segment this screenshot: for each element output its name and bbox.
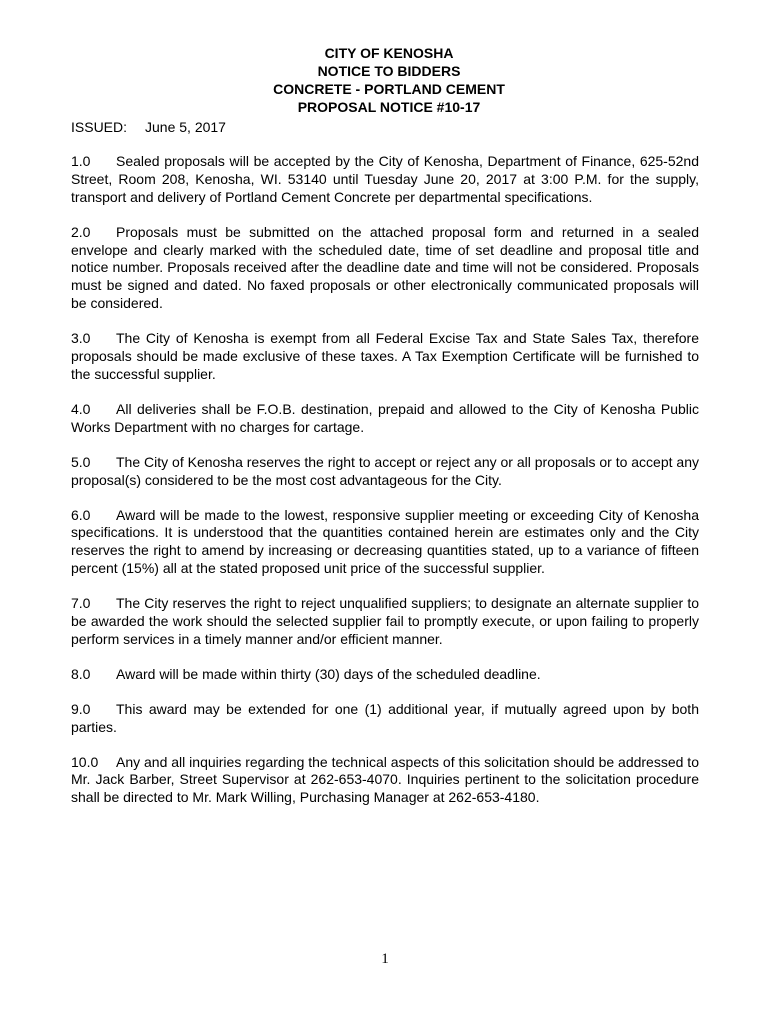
paragraph-text: Proposals must be submitted on the attached proposal form and returned in a sealed envelope and clearly marked with the scheduled date, time of set deadline and proposal title and notice number. Proposals received after the deadline date and time will not be considered. Proposals must be signed and dated. No faxed proposals or other electronically communicated proposals will be considered. bbox=[71, 223, 699, 312]
paragraph-number: 9.0 bbox=[71, 700, 91, 717]
paragraph-text: The City reserves the right to reject unqualified suppliers; to designate an alternate supplier to be awarded the work should the selected supplier fail to promptly execute, or upon failing to properly perform services in a timely manner and/or efficient manner. bbox=[71, 595, 699, 647]
paragraph-number: 5.0 bbox=[71, 453, 91, 470]
paragraph-8 bbox=[71, 666, 699, 684]
paragraph-text: This award may be extended for one (1) additional year, if mutually agreed upon by both parties. bbox=[71, 700, 699, 735]
paragraph-text: The City of Kenosha reserves the right to accept or reject any or all proposals or to accept any proposal(s) considered to be the most cost advantageous for the City. bbox=[71, 453, 699, 488]
paragraph-9 bbox=[71, 701, 699, 737]
issued-label: ISSUED: bbox=[71, 119, 128, 135]
paragraph-7 bbox=[71, 595, 699, 649]
paragraph-number: 3.0 bbox=[71, 330, 91, 347]
paragraph-4 bbox=[71, 401, 699, 437]
paragraph-text: Award will be made to the lowest, responsive supplier meeting or exceeding City of Kenosha specifications. It is understood that the quantities contained herein are estimates only and the City reserves the right to amend by increasing or decreasing quantities stated, up to a variance of fifteen percent (15%) all at the stated proposed unit price of the successful supplier. bbox=[71, 506, 699, 577]
paragraph-10 bbox=[71, 754, 699, 808]
header-city: CITY OF KENOSHA bbox=[324, 45, 454, 61]
issued-line bbox=[71, 119, 699, 137]
paragraph-text: All deliveries shall be F.O.B. destination, prepaid and allowed to the City of Kenosha Public Works Department with no charges for cartage. bbox=[71, 400, 699, 435]
paragraph-text: Any and all inquiries regarding the technical aspects of this solicitation should be addressed to Mr. Jack Barber, Street Supervisor at 262-653-4070. Inquiries pertinent to the solicitation procedure shall be directed to Mr. Mark Willing, Purchasing Manager at 262-653-4180. bbox=[71, 753, 699, 806]
paragraph-text: The City of Kenosha is exempt from all Federal Excise Tax and State Sales Tax, therefore proposals should be made exclusive of these taxes. A Tax Exemption Certificate will be furnished to the successful supplier. bbox=[71, 330, 699, 382]
header-notice-title: NOTICE TO BIDDERS bbox=[317, 63, 461, 79]
header-subject: CONCRETE - PORTLAND CEMENT bbox=[273, 81, 505, 97]
issued-date: June 5, 2017 bbox=[145, 119, 226, 135]
paragraph-text: Sealed proposals will be accepted by the City of Kenosha, Department of Finance, 625-52nd Street, Room 208, Kenosha, WI. 53140 until Tuesday June 20, 2017 at 3:00 P.M. for the supply, transport and delivery of Portland Cement Concrete per departmental specifications. bbox=[71, 152, 699, 205]
header-proposal-number: PROPOSAL NOTICE #10-17 bbox=[297, 99, 481, 115]
paragraph-number: 2.0 bbox=[71, 223, 91, 240]
paragraph-text: Award will be made within thirty (30) days of the scheduled deadline. bbox=[116, 665, 541, 682]
paragraph-number: 10.0 bbox=[71, 753, 99, 770]
paragraph-number: 7.0 bbox=[71, 595, 91, 612]
paragraph-1 bbox=[71, 153, 699, 207]
document-header bbox=[71, 44, 699, 116]
page-number: 1 bbox=[381, 951, 389, 967]
paragraph-2 bbox=[71, 224, 699, 314]
paragraph-3 bbox=[71, 330, 699, 384]
paragraph-number: 8.0 bbox=[71, 665, 91, 682]
document-page bbox=[71, 44, 699, 807]
paragraph-number: 6.0 bbox=[71, 506, 91, 523]
paragraph-5 bbox=[71, 454, 699, 490]
paragraph-6 bbox=[71, 507, 699, 579]
paragraph-number: 1.0 bbox=[71, 152, 91, 169]
paragraph-number: 4.0 bbox=[71, 400, 91, 417]
